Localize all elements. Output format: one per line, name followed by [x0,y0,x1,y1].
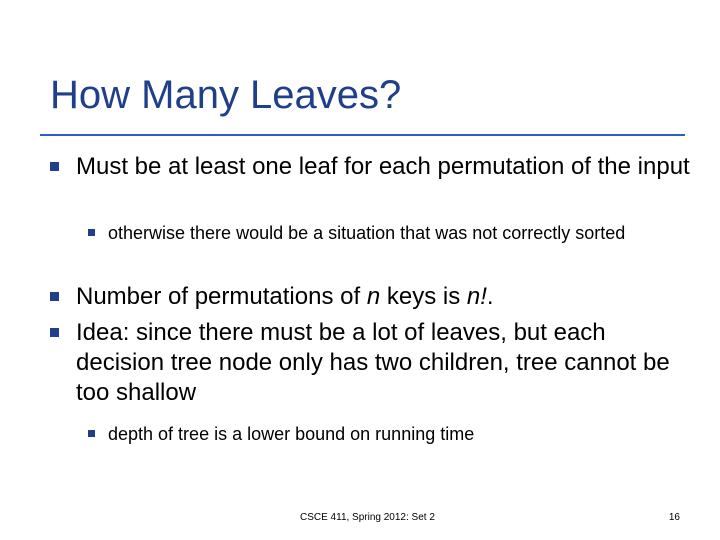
sub-bullet-text: depth of tree is a lower bound on running time [108,424,475,444]
sub-bullet-item [88,222,688,244]
square-bullet-icon [88,229,95,236]
text-segment: Number of permutations of [76,283,367,310]
sub-bullet-text: otherwise there would be a situation that was not correctly sorted [108,223,626,243]
variable-n: n [366,283,381,310]
bullet-item [50,152,690,182]
bullet-text: Idea: since there must be a lot of leaves, but each decision tree node only has two children, tree cannot be too shallow [76,319,670,406]
square-bullet-icon [88,430,95,437]
text-segment: . [486,283,494,310]
sub-bullet-item [88,423,688,445]
bullet-text: Must be at least one leaf for each permutation of the input [76,153,690,180]
page-number: 16 [668,512,680,523]
title-divider [40,134,685,136]
variable-n-factorial: n! [466,283,487,310]
bullet-item [50,318,690,408]
footer-text: CSCE 411, Spring 2012: Set 2 [300,512,435,523]
text-segment: keys is [380,283,467,310]
square-bullet-icon [50,292,59,301]
square-bullet-icon [50,328,59,337]
slide-title: How Many Leaves? [50,73,402,117]
square-bullet-icon [50,162,59,171]
bullet-text [76,282,494,312]
bullet-item [50,282,690,312]
